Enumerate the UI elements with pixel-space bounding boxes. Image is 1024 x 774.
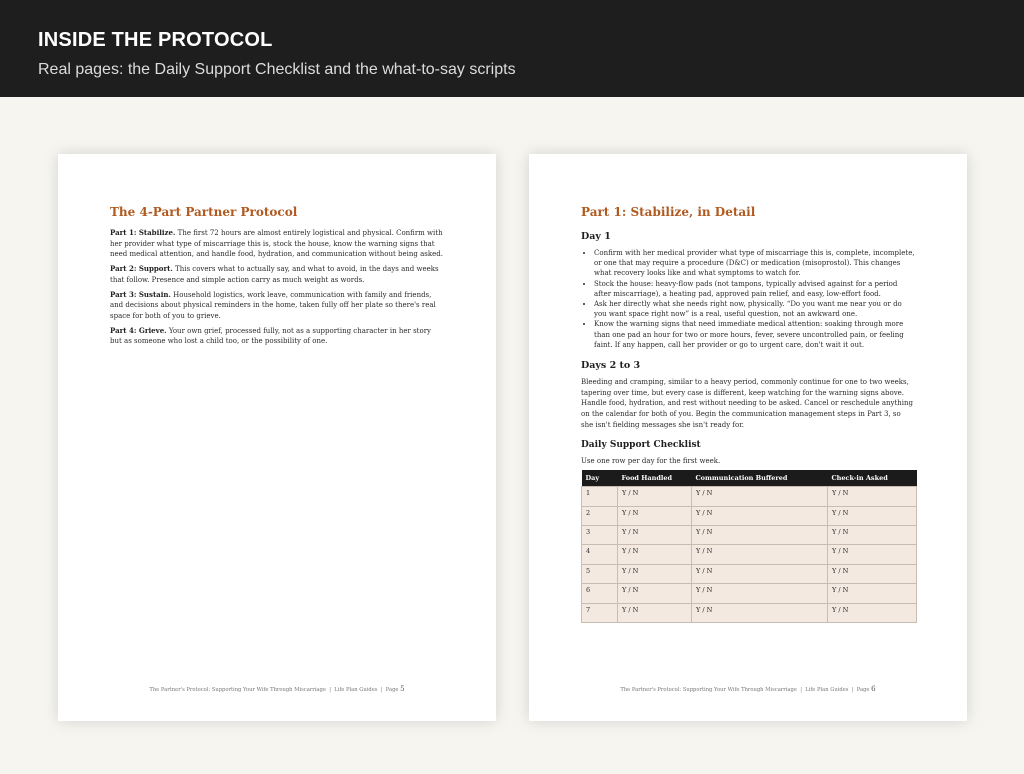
- column-header-check-in: Check-in Asked: [828, 470, 917, 487]
- table-row: [582, 526, 917, 545]
- banner-title: INSIDE THE PROTOCOL: [38, 29, 273, 51]
- table-cell: Y / N: [692, 506, 828, 525]
- table-header-row: [582, 470, 917, 487]
- part-text: The first 72 hours are almost entirely logistical and physical. Confirm with her provider what type of miscarriage this is, stock the house, know the warning signs that need medical attention, and handle food, hydration, and communication without being asked.: [110, 229, 443, 259]
- table-cell: 7: [582, 603, 618, 622]
- column-header-communication: Communication Buffered: [692, 470, 828, 487]
- table-cell: Y / N: [692, 564, 828, 583]
- part-label: Part 4: Grieve.: [110, 325, 167, 335]
- table-cell: 4: [582, 545, 618, 564]
- page-content: [110, 205, 444, 351]
- protocol-part-3: [110, 290, 444, 322]
- part-label: Part 2: Support.: [110, 264, 173, 274]
- table-cell: Y / N: [618, 584, 692, 603]
- checklist-intro: Use one row per day for the first week.: [581, 456, 721, 465]
- table-cell: Y / N: [828, 545, 917, 564]
- table-cell: Y / N: [828, 584, 917, 603]
- table-cell: Y / N: [692, 487, 828, 506]
- list-item: • Confirm with her medical provider what type of miscarriage this is, complete, incomplete, or one that may require a procedure (D&C) or medication (misoprostol). This changes what recovery looks like and what symptoms to watch for.: [594, 248, 915, 279]
- table-row: [582, 545, 917, 564]
- table-row: [582, 564, 917, 583]
- table-cell: Y / N: [618, 564, 692, 583]
- protocol-part-2: [110, 264, 444, 285]
- page-number: 5: [400, 685, 405, 693]
- table-cell: Y / N: [828, 564, 917, 583]
- table-row: [582, 584, 917, 603]
- page-number: 6: [871, 685, 876, 693]
- column-header-food: Food Handled: [618, 470, 692, 487]
- table-cell: 6: [582, 584, 618, 603]
- table-cell: 5: [582, 564, 618, 583]
- days-2-3-text: Bleeding and cramping, similar to a heavy period, commonly continue for one to two weeks, tapering over time, but every case is different, keep watching for the warning signs above. Handle food, hydration, and rest without needing to be asked. Cancel or reschedule anything on the calendar for both of you. Begin the communication management steps in Part 3, so she isn't fielding messages she isn't ready for.: [581, 378, 914, 429]
- section-heading-days-2-3: Days 2 to 3: [581, 360, 641, 372]
- daily-support-checklist-table: [581, 470, 917, 623]
- footer-text: The Partner's Protocol: Supporting Your Wife Through Miscarriage | Life Plan Guides | Page: [149, 687, 401, 693]
- protocol-part-1: [110, 228, 444, 260]
- table-cell: 2: [582, 506, 618, 525]
- table-cell: Y / N: [618, 487, 692, 506]
- table-cell: Y / N: [618, 603, 692, 622]
- protocol-part-4: [110, 326, 444, 347]
- list-item: • Know the warning signs that need immediate medical attention: soaking through more than one pad an hour for two or more hours, fever, severe uncontrolled pain, or feeling faint. If any happen, call her provider or go to urgent care, don't wait it out.: [594, 319, 915, 350]
- page-heading: Part 1: Stabilize, in Detail: [581, 205, 756, 219]
- table-cell: 1: [582, 487, 618, 506]
- banner-subtitle: Real pages: the Daily Support Checklist and the what-to-say scripts: [38, 61, 516, 78]
- document-page-5: [58, 154, 496, 721]
- section-heading-day-1: Day 1: [581, 231, 611, 242]
- document-page-6: [529, 154, 967, 721]
- list-item: • Stock the house: heavy-flow pads (not tampons, typically advised against for a period after miscarriage), a heating pad, approved pain relief, and easy, low-effort food.: [594, 279, 915, 299]
- table-cell: Y / N: [692, 526, 828, 545]
- table-row: [582, 506, 917, 525]
- checklist-heading: Daily Support Checklist: [581, 439, 701, 450]
- footer-text: The Partner's Protocol: Supporting Your Wife Through Miscarriage | Life Plan Guides | Page: [620, 687, 872, 693]
- table-cell: 3: [582, 526, 618, 545]
- page-content: [581, 205, 915, 623]
- table-cell: Y / N: [828, 506, 917, 525]
- table-row: [582, 487, 917, 506]
- table-cell: Y / N: [692, 545, 828, 564]
- day-1-list: [581, 248, 915, 350]
- part-text: Household logistics, work leave, communication with family and friends, and decisions about physical reminders in the home, taken fully off her plate so there's real space for both of you to grieve.: [110, 290, 436, 320]
- table-cell: Y / N: [618, 545, 692, 564]
- page-footer: [529, 685, 967, 693]
- table-cell: Y / N: [618, 506, 692, 525]
- part-label: Part 1: Stabilize.: [110, 228, 176, 237]
- page-footer: [58, 685, 496, 693]
- header-banner: [0, 0, 1024, 97]
- part-label: Part 3: Sustain.: [110, 289, 171, 299]
- part-text: Your own grief, processed fully, not as a supporting character in her story but as someone who lost a child too, or the possibility of one.: [110, 326, 431, 346]
- table-row: [582, 603, 917, 622]
- page-heading: The 4-Part Partner Protocol: [110, 205, 298, 219]
- table-cell: Y / N: [828, 487, 917, 506]
- table-cell: Y / N: [692, 584, 828, 603]
- table-cell: Y / N: [828, 603, 917, 622]
- table-cell: Y / N: [828, 526, 917, 545]
- list-item: • Ask her directly what she needs right now, physically. “Do you want me near you or do you want space right now” is a real, useful question, not an awkward one.: [594, 299, 915, 319]
- part-text: This covers what to actually say, and what to avoid, in the days and weeks that follow. Presence and simple action carry as much weight as words.: [110, 265, 439, 284]
- table-cell: Y / N: [618, 526, 692, 545]
- table-cell: Y / N: [692, 603, 828, 622]
- column-header-day: Day: [582, 470, 618, 487]
